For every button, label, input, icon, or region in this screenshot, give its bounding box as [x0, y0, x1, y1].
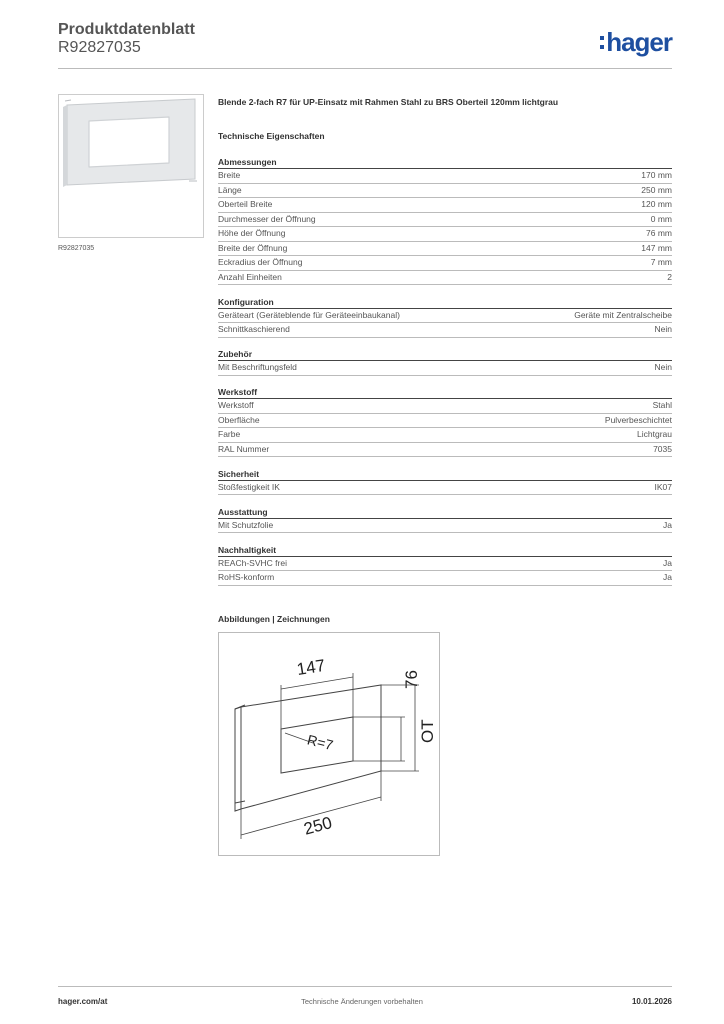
spec-value: 2	[667, 271, 672, 282]
spec-row	[218, 242, 672, 257]
dim-length-label: 250	[301, 813, 335, 839]
spec-value: 170 mm	[641, 170, 672, 180]
section-konfiguration	[218, 296, 672, 338]
spec-label: Mit Schutzfolie	[218, 519, 274, 530]
spec-row	[218, 169, 672, 184]
spec-label: Mit Beschriftungsfeld	[218, 362, 297, 372]
hager-logo	[600, 28, 672, 56]
spec-label: Höhe der Öffnung	[218, 228, 286, 238]
section-sicherheit	[218, 468, 672, 496]
spec-label: Oberteil Breite	[218, 199, 273, 209]
spec-value: Pulverbeschichtet	[604, 414, 672, 425]
spec-row	[218, 414, 672, 429]
spec-value: Ja	[663, 557, 672, 568]
spec-label: RoHS-konform	[218, 572, 275, 582]
spec-label: RAL Nummer	[218, 443, 270, 454]
spec-row	[218, 271, 672, 286]
product-title: Blende 2-fach R7 für UP-Einsatz mit Rahmen Stahl zu BRS Oberteil 120mm lichtgrau	[218, 97, 559, 107]
spec-value: Lichtgrau	[637, 429, 672, 439]
spec-row	[218, 361, 672, 376]
product-number: R92827035	[58, 39, 141, 56]
spec-row	[218, 184, 672, 199]
spec-value: 76 mm	[646, 228, 672, 238]
section-ausstattung	[218, 506, 672, 534]
logo-text: hager	[606, 27, 672, 57]
spec-value: Stahl	[652, 400, 672, 410]
page-title: Produktdatenblatt	[58, 21, 195, 38]
spec-row	[218, 481, 672, 496]
section-heading: Zubehör	[218, 348, 672, 361]
spec-row	[218, 443, 672, 458]
spec-row	[218, 256, 672, 271]
spec-label: Anzahl Einheiten	[218, 271, 282, 282]
section-heading: Nachhaltigkeit	[218, 544, 672, 557]
section-heading: Konfiguration	[218, 296, 672, 309]
tech-properties-heading: Technische Eigenschaften	[218, 131, 325, 141]
spec-value: IK07	[654, 481, 672, 492]
spec-value: Ja	[663, 519, 672, 530]
spec-label: Stoßfestigkeit IK	[218, 481, 280, 492]
footer-date: 10.01.2026	[631, 997, 672, 1006]
dim-ot-label: OT	[418, 719, 437, 743]
spec-row	[218, 323, 672, 338]
spec-label: Oberfläche	[218, 414, 260, 425]
spec-row	[218, 519, 672, 534]
spec-table	[218, 156, 672, 586]
section-heading: Abmessungen	[218, 156, 672, 169]
spec-value: Nein	[654, 362, 672, 372]
spec-label: Farbe	[218, 429, 241, 439]
spec-row	[218, 309, 672, 324]
spec-row	[218, 213, 672, 228]
product-image	[58, 94, 204, 238]
spec-label: Geräteart (Geräteblende für Geräteeinbaukanal)	[218, 309, 400, 320]
spec-label: Werkstoff	[218, 400, 254, 410]
section-heading: Werkstoff	[218, 386, 672, 399]
section-heading: Ausstattung	[218, 506, 672, 519]
spec-label: REACh-SVHC frei	[218, 557, 287, 568]
spec-value: Geräte mit Zentralscheibe	[574, 309, 672, 320]
figures-heading: Abbildungen | Zeichnungen	[218, 614, 330, 624]
footer-website: hager.com/at	[58, 997, 108, 1006]
spec-label: Breite der Öffnung	[218, 242, 288, 253]
section-zubehoer	[218, 348, 672, 376]
spec-value: 7035	[653, 443, 672, 454]
dim-height-label: 76	[402, 670, 421, 689]
spec-value: 120 mm	[641, 199, 672, 209]
spec-row	[218, 428, 672, 443]
spec-label: Eckradius der Öffnung	[218, 257, 303, 267]
section-nachhaltigkeit	[218, 544, 672, 586]
spec-row	[218, 227, 672, 242]
spec-value: Ja	[663, 572, 672, 582]
spec-value: 7 mm	[650, 257, 672, 267]
spec-value: 250 mm	[641, 184, 672, 195]
image-caption: R92827035	[58, 245, 95, 252]
technical-drawing	[218, 632, 440, 856]
spec-value: 147 mm	[641, 242, 672, 253]
dim-radius-label: R=7	[305, 731, 335, 754]
header-divider	[58, 68, 672, 69]
spec-row	[218, 198, 672, 213]
spec-row	[218, 399, 672, 414]
section-werkstoff	[218, 386, 672, 457]
spec-label: Breite	[218, 170, 241, 180]
spec-label: Länge	[218, 184, 242, 195]
logo-dots-icon	[600, 36, 604, 49]
spec-value: Nein	[654, 324, 672, 334]
footer-disclaimer: Technische Änderungen vorbehalten	[301, 997, 423, 1006]
spec-label: Schnittkaschierend	[218, 324, 290, 334]
spec-row	[218, 557, 672, 572]
section-heading: Sicherheit	[218, 468, 672, 481]
footer-divider	[58, 986, 672, 987]
spec-label: Durchmesser der Öffnung	[218, 213, 316, 224]
section-abmessungen	[218, 156, 672, 285]
dim-width-label: 147	[295, 655, 327, 680]
spec-value: 0 mm	[650, 213, 672, 224]
spec-row	[218, 571, 672, 586]
